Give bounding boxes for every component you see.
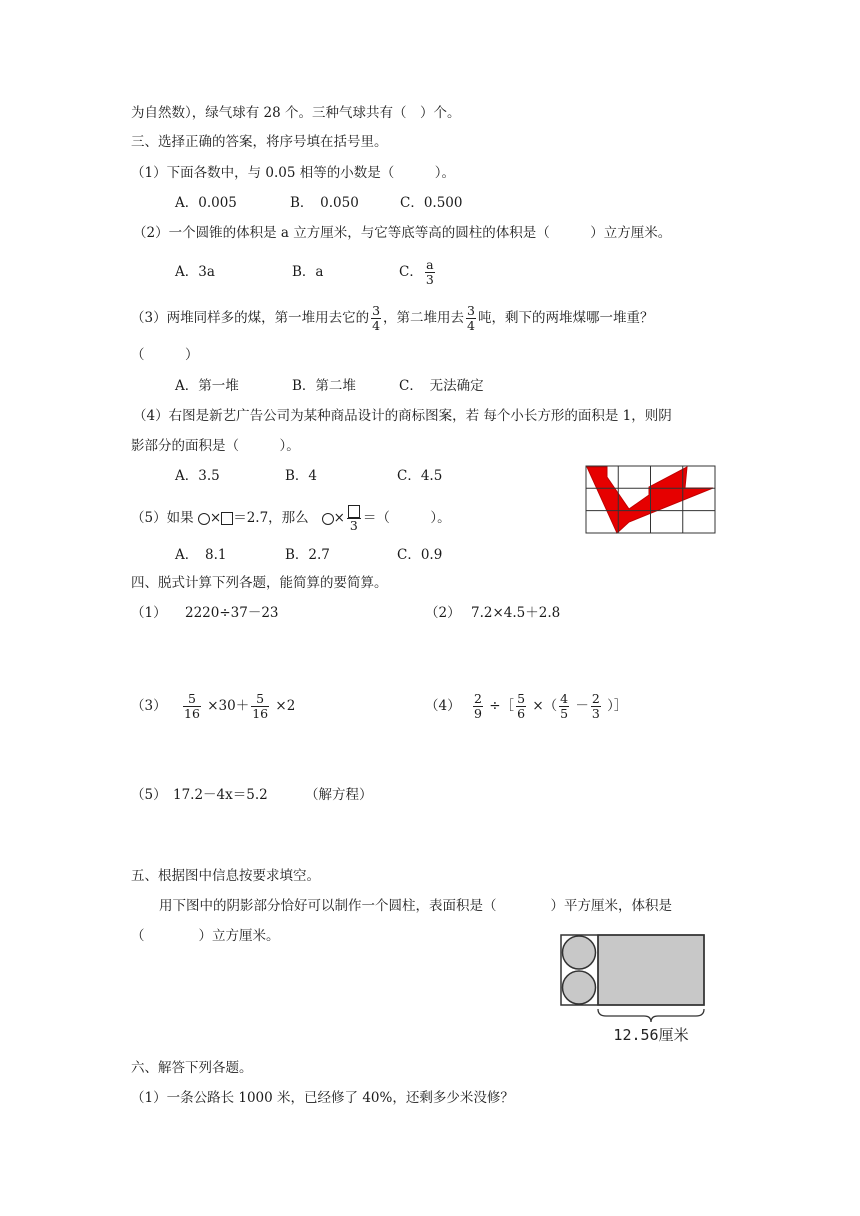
q6-1-text: （1）一条公路长 1000 米，已经修了 40%，还剩多少米没修？: [131, 1090, 514, 1106]
calc-4: （4） $\frac{2}{9}$ ÷［ $\frac{5}{6}$ ×（ $\frac{4}{5}$ － $\frac{2}{3}$ ）］: [425, 691, 628, 721]
q3-2-options: [175, 258, 437, 287]
length-label: 12.56厘米: [613, 1026, 689, 1044]
option-a: A．3a: [175, 264, 215, 280]
fraction: $\frac{3}{4}$: [467, 303, 475, 333]
fraction: $\frac{5}{16}$: [184, 691, 200, 721]
section-3-heading: 三、选择正确的答案，将序号填在括号里。: [131, 134, 388, 150]
q3-4-line2: 影部分的面积是（ ）。: [131, 438, 300, 454]
section-4-heading: 四、脱式计算下列各题，能简算的要简算。: [131, 575, 388, 591]
fraction: $\frac{4}{5}$: [560, 691, 569, 721]
fraction: $\frac{3}{4}$: [372, 303, 381, 333]
q3-4-options: [175, 466, 442, 486]
length-brace: [598, 1009, 704, 1022]
q3-5-text: （5）如果 × ＝2.7，那么 × 3 ＝（ ）。: [131, 504, 451, 533]
option-c: C．4.5: [397, 468, 443, 484]
sec5-line1: 用下图中的阴影部分恰好可以制作一个圆柱，表面积是（ ）平方厘米，体积是: [159, 898, 672, 914]
calc-1: （1） 2220÷37－23: [131, 605, 279, 621]
option-a: A．3.5: [175, 468, 220, 484]
sec5-line2: （ ）立方厘米。: [131, 928, 280, 944]
q3-3-text: （3）两堆同样多的煤，第一堆用去它的 $\frac{3}{4}$ ，第二堆用去 $\frac{3}{4}$ 吨，剩下的两堆煤哪一堆重？: [131, 303, 654, 333]
option-c: C．0.9: [397, 547, 443, 563]
option-b: B．2.7: [285, 547, 330, 563]
fraction: $\frac{5}{6}$: [517, 691, 526, 721]
top-circle: [563, 936, 596, 969]
q3-3-blank: （ ）: [131, 347, 199, 363]
circle-symbol: [322, 513, 334, 525]
option-b: B．第二堆: [292, 378, 356, 394]
fraction: $\frac{2}{9}$: [474, 691, 482, 721]
q3-2-text: （2）一个圆锥的体积是 a 立方厘米，与它等底等高的圆柱的体积是（ ）立方厘米。: [133, 225, 672, 241]
option-c: C．: [399, 264, 423, 280]
cylinder-side-rect: [598, 935, 704, 1005]
cylinder-net-figure: [560, 930, 710, 1048]
section-6-heading: 六、解答下列各题。: [131, 1060, 253, 1076]
calc-3: （3） $\frac{5}{16}$ ×30＋ $\frac{5}{16}$ ×2: [131, 691, 296, 721]
calc-5: （5） 17.2－4x＝5.2 （解方程）: [131, 787, 373, 803]
q3-4-line1: （4）右图是新艺广告公司为某种商品设计的商标图案，若 每个小长方形的面积是 1，则阴: [133, 408, 672, 424]
calc-2: （2） 7.2×4.5＋2.8: [425, 605, 561, 621]
logo-grid-figure: [585, 465, 717, 535]
q3-1-text: （1）下面各数中，与 0.05 相等的小数是（ ）。: [131, 165, 455, 181]
q3-3-options: [175, 376, 484, 396]
option-a: A．0.005: [175, 195, 237, 211]
bottom-circle: [563, 971, 596, 1004]
continued-text: 为自然数），绿气球有 28 个。三种气球共有（ ）个。: [131, 105, 461, 121]
option-a: A．第一堆: [175, 378, 239, 394]
option-a: A． 8.1: [175, 547, 227, 563]
option-c: C． 无法确定: [399, 378, 484, 394]
option-b: B．a: [292, 264, 324, 280]
square-symbol: [348, 505, 360, 518]
fraction: 3: [347, 504, 361, 533]
option-b: B． 0.050: [290, 195, 359, 211]
fraction: $\frac{a}{3}$: [425, 257, 434, 287]
circle-symbol: [198, 513, 210, 525]
section-5-heading: 五、根据图中信息按要求填空。: [131, 868, 320, 884]
option-c: C．0.500: [400, 195, 463, 211]
option-b: B．4: [285, 468, 318, 484]
fraction: $\frac{5}{16}$: [252, 691, 269, 721]
q3-5-options: [175, 545, 442, 565]
fraction: $\frac{2}{3}$: [591, 691, 600, 721]
q3-1-options: [175, 193, 462, 213]
square-symbol: [221, 512, 233, 525]
